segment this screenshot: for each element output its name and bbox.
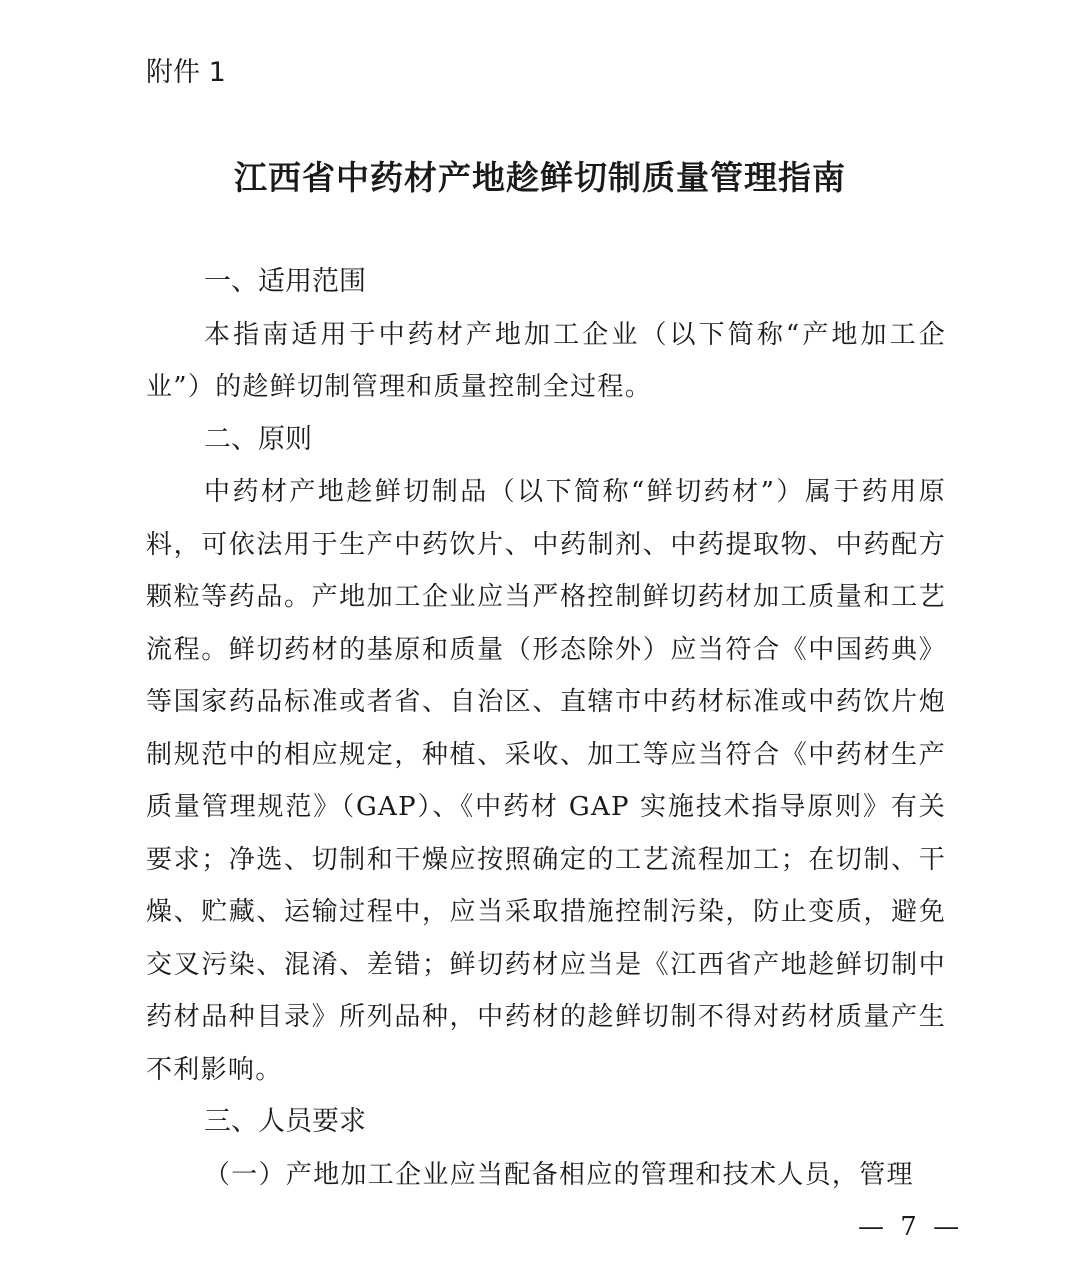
section-scope (146, 256, 946, 414)
section-heading-personnel: 三、人员要求 (204, 1106, 366, 1137)
paragraph-personnel: （一）产地加工企业应当配备相应的管理和技术人员，管理 (204, 1159, 914, 1190)
paragraph-principles: 中药材产地趁鲜切制品（以下简称“鲜切药材”）属于药用原料，可依法用于生产中药饮片、中药制剂、中药提取物、中药配方颗粒等药品。产地加工企业应当严格控制鲜切药材加工质量和工艺流程。鲜切药材的基原和质量（形态除外）应当符合《中国药典》等国家药品标准或者省、自治区、直辖市中药材标准或中药饮片炮制规范中的相应规定，种植、采收、加工等应当符合《中药材生产质量管理规范》（GAP）、《中药材 GAP 实施技术指导原则》有关要求；净选、切制和干燥应按照确定的工艺流程加工；在切制、干燥、贮藏、运输过程中，应当采取措施控制污染，防止变质，避免交叉污染、混淆、差错；鲜切药材应当是《江西省产地趁鲜切制中药材品种目录》所列品种，中药材的趁鲜切制不得对药材质量产生不利影响。 (146, 477, 946, 1085)
section-principles (146, 414, 946, 1097)
section-heading-scope: 一、适用范围 (204, 266, 366, 297)
document-title: 江西省中药材产地趁鲜切制质量管理指南 (234, 158, 846, 197)
document-body (146, 256, 946, 1201)
attachment-label: 附件 1 (146, 57, 226, 88)
section-heading-principles: 二、原则 (204, 423, 312, 455)
page-number: — 7 — (858, 1212, 964, 1242)
section-personnel (146, 1096, 946, 1201)
paragraph-scope: 本指南适用于中药材产地加工企业（以下简称“产地加工企业”）的趁鲜切制管理和质量控制全过程。 (146, 319, 946, 402)
